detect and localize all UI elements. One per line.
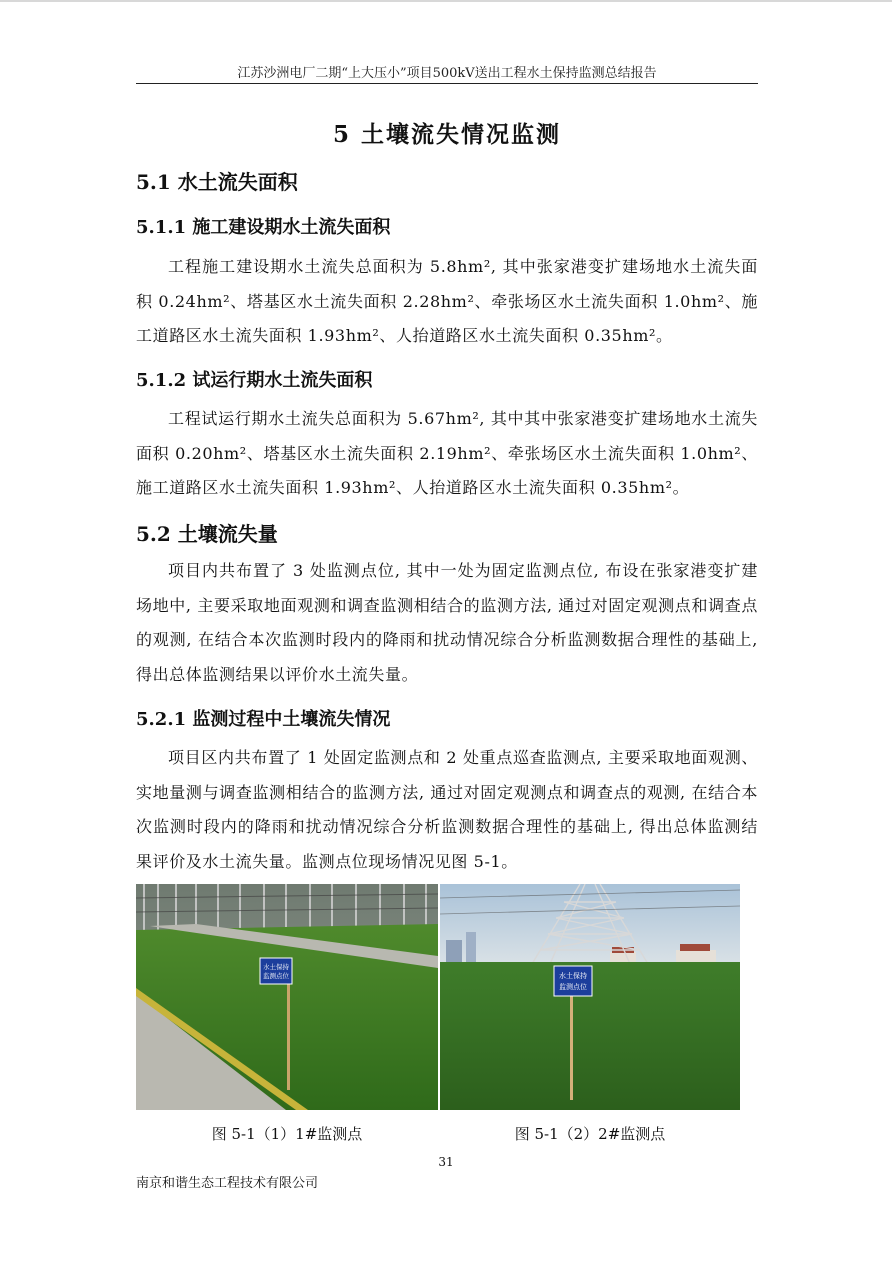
page-number: 31 bbox=[438, 1155, 454, 1169]
paragraph-5-2-1: 项目区内共布置了 1 处固定监测点和 2 处重点巡查监测点, 主要采取地面观测、实地量测与调查监测相结合的监测方法, 通过对固定观测点和调查点的观测, 在结合本次监测时段内的降雨和扰动情况综合分析监测数据合理性的基础上, 得出总体监测结果评价及水土流失量。监测点位现场情况见图 5-1。 bbox=[136, 748, 758, 871]
figure-caption-1: 图 5-1（1）1#监测点 bbox=[211, 1125, 363, 1143]
header-rule bbox=[136, 83, 758, 84]
paragraph-5-2: 项目内共布置了 3 处监测点位, 其中一处为固定监测点位, 布设在张家港变扩建场地中, 主要采取地面观测和调查监测相结合的监测方法, 通过对固定观测点和调查点的观测, 在结合本次监测时段内的降雨和扰动情况综合分析监测数据合理性的基础上, 得出总体监测结果以评价水土流失量。 bbox=[136, 561, 758, 684]
footer-company: 南京和谐生态工程技术有限公司 bbox=[136, 1176, 319, 1191]
chapter-title: 5 土壤流失情况监测 bbox=[332, 121, 561, 148]
figure-monitoring-point-1 bbox=[136, 884, 438, 1110]
heading-5-1-2: 5.1.2 试运行期水土流失面积 bbox=[136, 370, 373, 391]
paragraph-5-1-2: 工程试运行期水土流失总面积为 5.67hm², 其中其中张家港变扩建场地水土流失面积 0.20hm²、塔基区水土流失面积 2.19hm²、牵张场区水土流失面积 1.0hm²、施工道路区水土流失面积 1.93hm²、人抬道路区水土流失面积 0.35hm²。 bbox=[136, 409, 758, 497]
sign-line-1: 水土保持 bbox=[263, 963, 289, 971]
heading-5-2: 5.2 土壤流失量 bbox=[136, 522, 278, 546]
figure-caption-2: 图 5-1（2）2#监测点 bbox=[514, 1125, 666, 1143]
sign-line-1: 水土保持 bbox=[559, 972, 587, 980]
page-top-rule bbox=[0, 0, 892, 2]
sign-line-2: 监测点位 bbox=[559, 983, 587, 991]
paragraph-5-1-1: 工程施工建设期水土流失总面积为 5.8hm², 其中张家港变扩建场地水土流失面积 0.24hm²、塔基区水土流失面积 2.28hm²、牵张场区水土流失面积 1.0hm²、施工道路区水土流失面积 1.93hm²、人抬道路区水土流失面积 0.35hm²。 bbox=[136, 257, 758, 345]
photo-substation-monitoring-sign bbox=[136, 884, 438, 1110]
heading-5-2-1: 5.2.1 监测过程中土壤流失情况 bbox=[136, 709, 391, 730]
photo-field-monitoring-sign bbox=[440, 884, 740, 1110]
heading-5-1: 5.1 水土流失面积 bbox=[136, 170, 298, 194]
sign-line-2: 监测点位 bbox=[263, 972, 289, 980]
heading-5-1-1: 5.1.1 施工建设期水土流失面积 bbox=[136, 217, 391, 238]
running-header: 江苏沙洲电厂二期“上大压小”项目500kV送出工程水土保持监测总结报告 bbox=[237, 66, 657, 81]
figure-monitoring-point-2 bbox=[440, 884, 740, 1110]
